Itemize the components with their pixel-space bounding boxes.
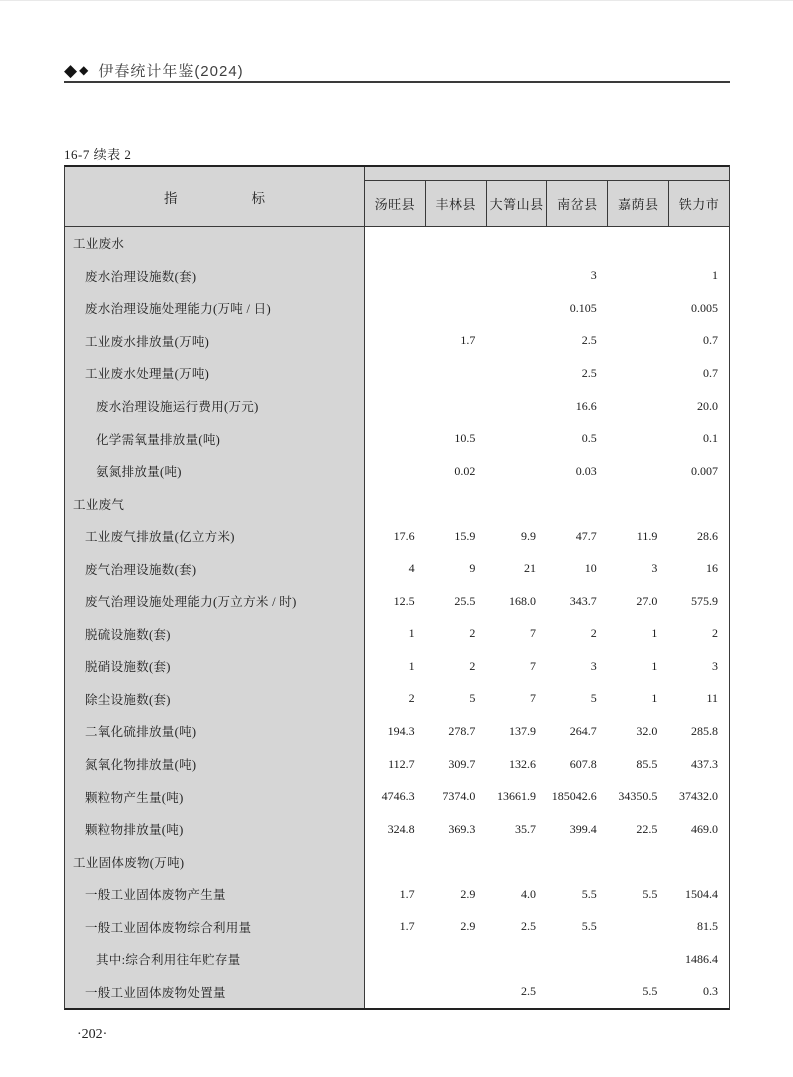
cell-value: [365, 487, 426, 520]
table-row: [65, 878, 729, 911]
cell-value: [426, 260, 487, 293]
column-header: 南岔县: [547, 181, 608, 226]
cell-value: [486, 260, 547, 293]
table-row: [65, 780, 729, 813]
cell-value: 10: [584, 561, 597, 576]
cell-value: 4746.3: [381, 789, 415, 804]
cell-value: 1: [408, 626, 415, 641]
row-label: 工业废水: [65, 227, 365, 260]
cell-value: [426, 357, 487, 390]
cell-value: 185042.6: [551, 789, 597, 804]
row-label: 氨氮排放量(吨): [65, 455, 365, 488]
cell-value: [365, 357, 426, 390]
row-label: 工业废水处理量(万吨): [65, 357, 365, 390]
cell-value: 343.7: [569, 593, 597, 608]
cell-value: [608, 292, 669, 325]
table-row: [65, 650, 729, 683]
row-label: 一般工业固体废物综合利用量: [65, 910, 365, 943]
cell-value: [486, 227, 547, 260]
cell-value: [426, 976, 487, 1009]
row-label: 一般工业固体废物处置量: [65, 976, 365, 1009]
cell-value: 2: [712, 626, 719, 641]
cell-value: 168.0: [509, 593, 537, 608]
cell-value: 1: [651, 626, 658, 641]
cell-value: 469.0: [691, 821, 719, 836]
cell-value: [426, 943, 487, 976]
row-label: 颗粒物产生量(吨): [65, 780, 365, 813]
cell-value: 35.7: [515, 821, 537, 836]
cell-value: 17.6: [393, 528, 415, 543]
cell-value: 194.3: [387, 723, 415, 738]
cell-value: [426, 292, 487, 325]
row-label: 脱硫设施数(套): [65, 618, 365, 651]
cell-value: [486, 943, 547, 976]
cell-value: 5: [469, 691, 476, 706]
row-label: 废水治理设施运行费用(万元): [65, 390, 365, 423]
cell-value: [365, 292, 426, 325]
row-label: 废水治理设施处理能力(万吨 / 日): [65, 292, 365, 325]
cell-value: 27.0: [636, 593, 658, 608]
cell-value: 2.5: [521, 919, 537, 934]
indicator-header-char-left: 指: [164, 190, 178, 206]
table-header-right: [365, 167, 729, 227]
statistics-table: [64, 165, 730, 1010]
cell-value: 0.7: [703, 365, 719, 380]
cell-value: [486, 292, 547, 325]
cell-value: [486, 325, 547, 358]
cell-value: 13661.9: [497, 789, 537, 804]
table-row: [65, 845, 729, 878]
cell-value: [608, 943, 669, 976]
cell-value: 11.9: [636, 528, 658, 543]
cell-value: 7: [530, 691, 537, 706]
row-label: 脱硝设施数(套): [65, 650, 365, 683]
table-row: [65, 390, 729, 423]
page-top-edge-line: [0, 0, 793, 1]
cell-value: 0.105: [569, 300, 597, 315]
row-label: 二氧化硫排放量(吨): [65, 715, 365, 748]
row-label: 废水治理设施数(套): [65, 260, 365, 293]
row-label: 其中:综合利用往年贮存量: [65, 943, 365, 976]
table-row: [65, 552, 729, 585]
cell-value: [608, 325, 669, 358]
cell-value: 309.7: [448, 756, 476, 771]
cell-value: [365, 260, 426, 293]
cell-value: 2.5: [581, 365, 597, 380]
cell-value: [365, 845, 426, 878]
cell-value: 1486.4: [685, 951, 719, 966]
cell-value: [608, 227, 669, 260]
cell-value: 1: [651, 658, 658, 673]
cell-value: [608, 910, 669, 943]
page-number: ·202·: [77, 1027, 108, 1042]
table-body: [65, 227, 729, 1008]
table-row: [65, 715, 729, 748]
cell-value: 112.7: [388, 756, 415, 771]
cell-value: [668, 487, 729, 520]
cell-value: 2.5: [581, 333, 597, 348]
row-label: 工业固体废物(万吨): [65, 845, 365, 878]
cell-value: 1: [712, 268, 719, 283]
table-row: [65, 943, 729, 976]
table-header: [65, 167, 729, 227]
cell-value: 3: [651, 561, 658, 576]
table-row: [65, 422, 729, 455]
cell-value: 5.5: [642, 984, 658, 999]
cell-value: 0.1: [703, 431, 719, 446]
cell-value: [426, 845, 487, 878]
cell-value: 81.5: [697, 919, 719, 934]
column-header: 汤旺县: [365, 181, 426, 226]
table-row: [65, 813, 729, 846]
cell-value: 7: [530, 626, 537, 641]
row-label: 工业废气排放量(亿立方米): [65, 520, 365, 553]
cell-value: 399.4: [569, 821, 597, 836]
cell-value: 21: [524, 561, 537, 576]
row-label: 一般工业固体废物产生量: [65, 878, 365, 911]
cell-value: [547, 227, 608, 260]
cell-value: 22.5: [636, 821, 658, 836]
cell-value: [486, 357, 547, 390]
cell-value: [547, 943, 608, 976]
cell-value: [608, 422, 669, 455]
table-row: [65, 455, 729, 488]
cell-value: 37432.0: [679, 789, 719, 804]
cell-value: 278.7: [448, 723, 476, 738]
cell-value: 2.5: [521, 984, 537, 999]
cell-value: 2.9: [460, 886, 476, 901]
cell-value: [365, 390, 426, 423]
table-row: [65, 520, 729, 553]
cell-value: 1.7: [460, 333, 476, 348]
cell-value: 0.005: [691, 300, 719, 315]
table-row: [65, 325, 729, 358]
cell-value: [608, 845, 669, 878]
cell-value: 5.5: [642, 886, 658, 901]
book-title: 伊春统计年鉴(2024): [98, 62, 244, 80]
table-row: [65, 487, 729, 520]
cell-value: 2: [590, 626, 597, 641]
cell-value: 0.5: [581, 431, 597, 446]
cell-value: 575.9: [691, 593, 719, 608]
row-label: 氮氧化物排放量(吨): [65, 748, 365, 781]
table-caption: 16-7 续表 2: [64, 147, 132, 162]
cell-value: [365, 976, 426, 1009]
cell-value: 0.3: [703, 984, 719, 999]
cell-value: 15.9: [454, 528, 476, 543]
table-row: [65, 227, 729, 260]
cell-value: 2: [469, 658, 476, 673]
book-header: [64, 58, 244, 82]
cell-value: 4.0: [521, 886, 537, 901]
cell-value: 5: [590, 691, 597, 706]
cell-value: [426, 390, 487, 423]
table-row: [65, 292, 729, 325]
row-label: 工业废气: [65, 487, 365, 520]
cell-value: 2: [469, 626, 476, 641]
cell-value: 264.7: [569, 723, 597, 738]
cell-value: 0.007: [691, 463, 719, 478]
cell-value: 3: [590, 268, 597, 283]
cell-value: 16: [706, 561, 719, 576]
cell-value: 4: [408, 561, 415, 576]
cell-value: [365, 325, 426, 358]
cell-value: 137.9: [509, 723, 537, 738]
cell-value: [668, 227, 729, 260]
cell-value: 28.6: [697, 528, 719, 543]
cell-value: 20.0: [697, 398, 719, 413]
cell-value: [365, 422, 426, 455]
cell-value: [486, 390, 547, 423]
row-label: 化学需氧量排放量(吨): [65, 422, 365, 455]
cell-value: 34350.5: [618, 789, 658, 804]
cell-value: 1.7: [399, 919, 415, 934]
cell-value: [608, 487, 669, 520]
header-spacer-cell: [365, 167, 729, 181]
cell-value: 47.7: [575, 528, 597, 543]
cell-value: [365, 943, 426, 976]
cell-value: 369.3: [448, 821, 476, 836]
cell-value: [547, 845, 608, 878]
cell-value: 0.02: [454, 463, 476, 478]
column-header: 丰林县: [426, 181, 487, 226]
table-row: [65, 910, 729, 943]
row-label: 废气治理设施处理能力(万立方米 / 时): [65, 585, 365, 618]
table-row: [65, 260, 729, 293]
cell-value: 9: [469, 561, 476, 576]
cell-value: 437.3: [691, 756, 719, 771]
row-label: 废气治理设施数(套): [65, 552, 365, 585]
cell-value: 0.03: [575, 463, 597, 478]
cell-value: 607.8: [569, 756, 597, 771]
row-label: 除尘设施数(套): [65, 683, 365, 716]
table-row: [65, 618, 729, 651]
cell-value: [608, 357, 669, 390]
cell-value: 85.5: [636, 756, 658, 771]
cell-value: [486, 455, 547, 488]
table-row: [65, 357, 729, 390]
cell-value: [668, 845, 729, 878]
cell-value: [486, 422, 547, 455]
cell-value: 32.0: [636, 723, 658, 738]
cell-value: 2: [408, 691, 415, 706]
cell-value: 9.9: [521, 528, 537, 543]
cell-value: [608, 260, 669, 293]
cell-value: 3: [590, 658, 597, 673]
cell-value: [486, 845, 547, 878]
cell-value: 10.5: [454, 431, 476, 446]
header-rule: [64, 81, 730, 83]
cell-value: 285.8: [691, 723, 719, 738]
row-label: 颗粒物排放量(吨): [65, 813, 365, 846]
cell-value: [608, 390, 669, 423]
cell-value: 0.7: [703, 333, 719, 348]
cell-value: 1.7: [399, 886, 415, 901]
cell-value: 1: [408, 658, 415, 673]
cell-value: [547, 976, 608, 1009]
indicator-column-header: [65, 167, 365, 227]
cell-value: 12.5: [393, 593, 415, 608]
cell-value: [365, 227, 426, 260]
column-header: 嘉荫县: [608, 181, 669, 226]
indicator-header-char-right: 标: [251, 190, 265, 206]
table-row: [65, 585, 729, 618]
cell-value: 2.9: [460, 919, 476, 934]
cell-value: [365, 455, 426, 488]
cell-value: [426, 487, 487, 520]
cell-value: 16.6: [575, 398, 597, 413]
cell-value: 7374.0: [442, 789, 476, 804]
column-header: 铁力市: [678, 197, 720, 212]
cell-value: [486, 487, 547, 520]
cell-value: [426, 227, 487, 260]
county-header-row: [365, 181, 729, 227]
cell-value: 3: [712, 658, 719, 673]
diamond-icon-small: ◆: [79, 63, 89, 77]
cell-value: 25.5: [454, 593, 476, 608]
cell-value: 11: [706, 691, 719, 706]
diamond-icon-large: ◆: [64, 60, 78, 80]
cell-value: 7: [530, 658, 537, 673]
table-row: [65, 976, 729, 1009]
table-row: [65, 748, 729, 781]
cell-value: [547, 487, 608, 520]
cell-value: 324.8: [387, 821, 415, 836]
row-label: 工业废水排放量(万吨): [65, 325, 365, 358]
table-row: [65, 683, 729, 716]
cell-value: 5.5: [581, 919, 597, 934]
cell-value: 1: [651, 691, 658, 706]
cell-value: 5.5: [581, 886, 597, 901]
cell-value: 132.6: [509, 756, 537, 771]
column-header: 大箐山县: [487, 181, 548, 226]
cell-value: 1504.4: [685, 886, 719, 901]
cell-value: [608, 455, 669, 488]
